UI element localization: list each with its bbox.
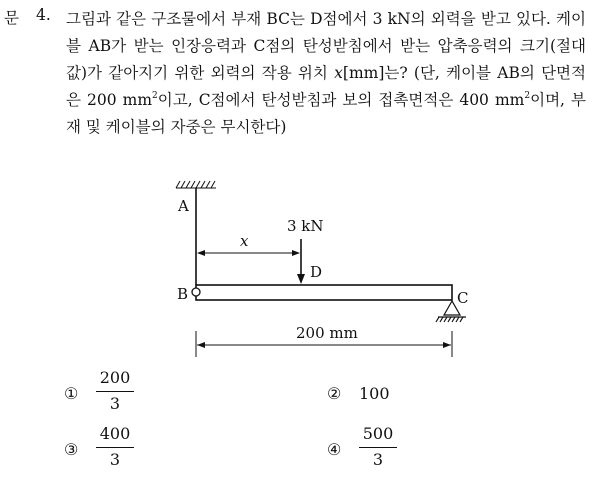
x-label: x [240, 232, 249, 250]
x-dimension [197, 250, 300, 256]
option-4-fraction-bar [359, 447, 397, 448]
option-2-value: 100 [359, 384, 390, 403]
option-1-fraction [96, 368, 134, 414]
option-4-fraction [359, 424, 397, 470]
option-1-numerator: 200 [99, 368, 131, 387]
question-text-part4: 이며, 부재 및 케이블의 자중은 무시한다) [66, 91, 587, 136]
option-3-fraction-bar [96, 447, 134, 448]
label-a: A [178, 197, 189, 215]
question-prefix: 문 [4, 9, 19, 27]
question-number: 4. [36, 6, 51, 24]
question-text-part3: 이고, C점에서 탄성받침과 보의 접촉면적은 400 mm [157, 91, 525, 109]
label-b: B [177, 285, 189, 303]
option-1-fraction-bar [96, 391, 134, 392]
question-variable: x [334, 64, 343, 82]
question-sup2: 2 [524, 91, 531, 101]
option-3-numerator: 400 [99, 424, 131, 443]
load-label: 3 kN [287, 217, 324, 235]
option-3-denominator: 3 [109, 450, 121, 469]
top-support-hatch [176, 181, 216, 188]
label-d: D [310, 263, 323, 281]
pin-b [192, 288, 200, 296]
option-1-denominator: 3 [109, 394, 121, 413]
option-3-marker: ③ [64, 440, 79, 459]
beam-bc [196, 285, 452, 300]
option-4-marker: ④ [327, 440, 342, 459]
load-arrow [297, 239, 305, 284]
label-c: C [457, 289, 469, 307]
span-label: 200 mm [296, 324, 358, 342]
question-text-part1: 그림과 같은 구조물에서 부재 BC는 D점에서 3 kN의 외력을 받고 있다. 케이블 AB가 받는 인장응력과 C점의 탄성받침에서 받는 압축응력의 크기(절대값)가 같아지기 위한 외력의 작용 위치 [66, 10, 586, 82]
question-text-part2: [mm]는? (단, 케이블 AB의 단면적은 200 mm [66, 64, 586, 109]
option-2-marker: ② [327, 384, 342, 403]
option-4-denominator: 3 [372, 450, 384, 469]
question-sup1: 2 [152, 91, 158, 101]
option-4-numerator: 500 [362, 424, 394, 443]
option-3-fraction [96, 424, 134, 470]
option-1-marker: ① [64, 384, 79, 403]
